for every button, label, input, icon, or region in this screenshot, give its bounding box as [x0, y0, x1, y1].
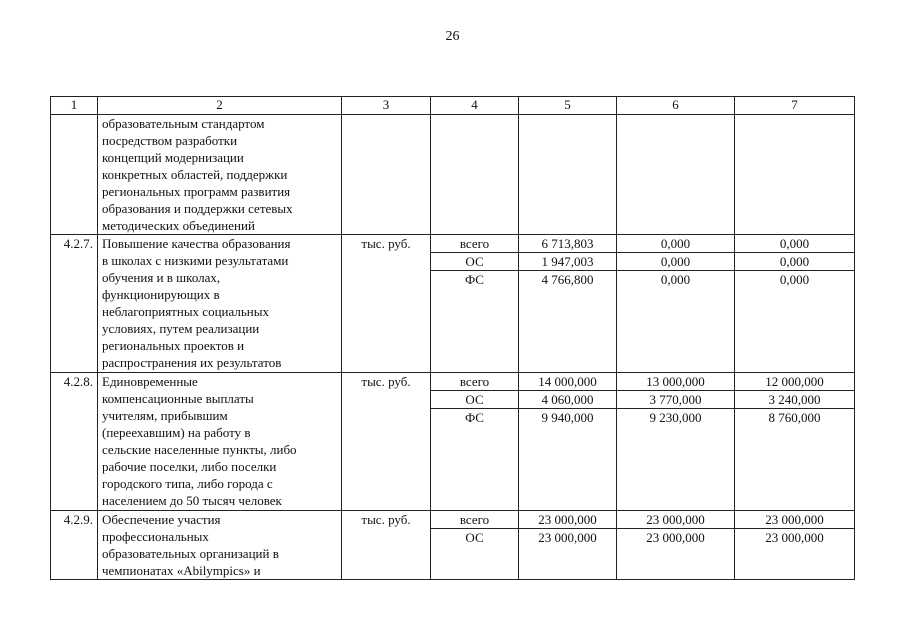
funding-source: ОС	[431, 391, 519, 409]
description-line: посредством разработки	[102, 133, 238, 148]
value-col5: 23 000,000	[519, 511, 617, 529]
continuation-value-cell	[519, 115, 617, 235]
column-header-4: 4	[431, 97, 519, 115]
value-col5: 23 000,000	[519, 529, 617, 580]
continuation-unit-cell	[342, 115, 431, 235]
funding-source: всего	[431, 373, 519, 391]
row-unit: тыс. руб.	[342, 373, 431, 511]
description-line: населением до 50 тысяч человек	[102, 493, 282, 508]
column-header-5: 5	[519, 97, 617, 115]
value-col6: 0,000	[617, 253, 735, 271]
value-col5: 4 060,000	[519, 391, 617, 409]
column-header-2: 2	[98, 97, 342, 115]
continuation-value-cell	[617, 115, 735, 235]
value-col7: 12 000,000	[735, 373, 855, 391]
value-col7: 0,000	[735, 253, 855, 271]
description-line: образовательным стандартом	[102, 116, 265, 131]
description-line: в школах с низкими результатами	[102, 253, 289, 268]
column-header-7: 7	[735, 97, 855, 115]
description-line: городского типа, либо города с	[102, 476, 273, 491]
description-line: рабочие поселки, либо поселки	[102, 459, 277, 474]
continuation-description	[98, 115, 342, 235]
continuation-row	[51, 115, 855, 235]
description-line: Обеспечение участия	[102, 512, 221, 527]
description-line: Единовременные	[102, 374, 198, 389]
description-line: неблагоприятных социальных	[102, 304, 269, 319]
description-line: распространения их результатов	[102, 355, 282, 370]
description-line: учителям, прибывшим	[102, 408, 228, 423]
description-line: чемпионатах «Abilympics» и	[102, 563, 261, 578]
value-col7: 0,000	[735, 235, 855, 253]
value-col5: 4 766,800	[519, 271, 617, 373]
value-col6: 0,000	[617, 235, 735, 253]
description-line: сельские населенные пункты, либо	[102, 442, 297, 457]
row-unit: тыс. руб.	[342, 511, 431, 580]
description-line: региональных программ развития	[102, 184, 291, 199]
value-col7: 0,000	[735, 271, 855, 373]
table-row	[51, 235, 855, 253]
value-col7: 23 000,000	[735, 511, 855, 529]
value-col6: 3 770,000	[617, 391, 735, 409]
row-description	[98, 373, 342, 511]
row-description	[98, 511, 342, 580]
funding-source: ОС	[431, 253, 519, 271]
value-col7: 3 240,000	[735, 391, 855, 409]
row-code: 4.2.9.	[51, 511, 98, 580]
description-line: концепций модернизации	[102, 150, 244, 165]
value-col5: 14 000,000	[519, 373, 617, 391]
value-col6: 13 000,000	[617, 373, 735, 391]
column-header-6: 6	[617, 97, 735, 115]
description-line: образования и поддержки сетевых	[102, 201, 293, 216]
description-line: профессиональных	[102, 529, 209, 544]
description-line: Повышение качества образования	[102, 236, 291, 251]
table-row	[51, 373, 855, 391]
funding-source: ОС	[431, 529, 519, 580]
table-row	[51, 511, 855, 529]
row-code: 4.2.7.	[51, 235, 98, 373]
value-col6: 23 000,000	[617, 511, 735, 529]
budget-table	[50, 96, 855, 580]
value-col6: 23 000,000	[617, 529, 735, 580]
description-line: конкретных областей, поддержки	[102, 167, 288, 182]
page-number: 26	[445, 29, 460, 44]
value-col5: 1 947,003	[519, 253, 617, 271]
value-col7: 8 760,000	[735, 409, 855, 511]
row-code: 4.2.8.	[51, 373, 98, 511]
description-line: методических объединений	[102, 218, 255, 233]
value-col7: 23 000,000	[735, 529, 855, 580]
row-unit: тыс. руб.	[342, 235, 431, 373]
row-description	[98, 235, 342, 373]
value-col5: 6 713,803	[519, 235, 617, 253]
continuation-source-cell	[431, 115, 519, 235]
continuation-value-cell	[735, 115, 855, 235]
description-line: функционирующих в	[102, 287, 220, 302]
funding-source: всего	[431, 235, 519, 253]
value-col6: 9 230,000	[617, 409, 735, 511]
funding-source: всего	[431, 511, 519, 529]
description-line: компенсационные выплаты	[102, 391, 254, 406]
funding-source: ФС	[431, 271, 519, 373]
funding-source: ФС	[431, 409, 519, 511]
continuation-code-cell	[51, 115, 98, 235]
value-col6: 0,000	[617, 271, 735, 373]
description-line: региональных проектов и	[102, 338, 245, 353]
description-line: обучения и в школах,	[102, 270, 221, 285]
description-line: образовательных организаций в	[102, 546, 279, 561]
column-header-3: 3	[342, 97, 431, 115]
header-row	[51, 97, 855, 115]
description-line: (переехавшим) на работу в	[102, 425, 251, 440]
description-line: условиях, путем реализации	[102, 321, 260, 336]
value-col5: 9 940,000	[519, 409, 617, 511]
column-header-1: 1	[51, 97, 98, 115]
